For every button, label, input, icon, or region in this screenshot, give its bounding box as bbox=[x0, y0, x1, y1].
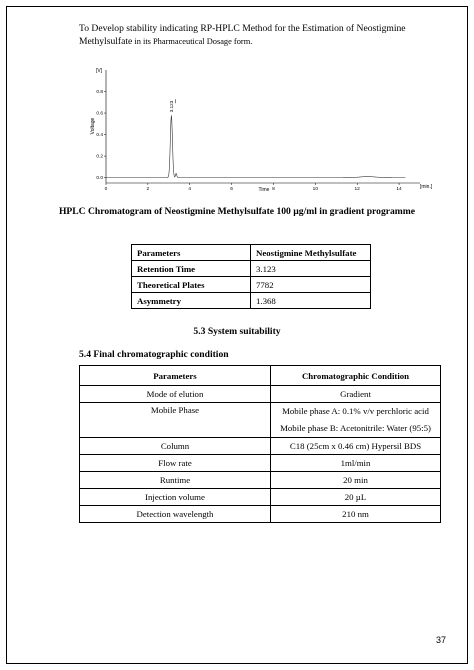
condition-value: C18 (25cm x 0.46 cm) Hypersil BDS bbox=[271, 438, 441, 455]
mobile-phase-b: Mobile phase B: Acetonitrile: Water (95:5) bbox=[280, 423, 431, 433]
header-cell: Chromatographic Condition bbox=[271, 366, 441, 386]
condition-name: Mode of elution bbox=[80, 386, 271, 403]
y-unit-label: [V] bbox=[96, 68, 103, 74]
param-value: 7782 bbox=[251, 277, 371, 293]
table-row bbox=[80, 472, 441, 489]
parameters-table bbox=[131, 244, 371, 309]
y-tick-label: 0.2 bbox=[96, 154, 103, 160]
x-tick-label: 12 bbox=[354, 187, 360, 192]
table-row bbox=[132, 293, 371, 309]
condition-value: 210 nm bbox=[271, 506, 441, 523]
chromatogram-trace bbox=[106, 115, 405, 177]
y-axis-title: Voltage bbox=[90, 117, 96, 135]
condition-value: 20 min bbox=[271, 472, 441, 489]
x-axis-title: Time bbox=[258, 187, 270, 193]
param-name: Retention Time bbox=[132, 261, 251, 277]
y-tick-label: 0.0 bbox=[96, 176, 103, 182]
table-header-row bbox=[80, 366, 441, 386]
section-heading-system-suitability: 5.3 System suitability bbox=[193, 326, 281, 337]
table-row bbox=[80, 455, 441, 472]
x-tick-label: 6 bbox=[230, 187, 233, 192]
chromatogram-svg bbox=[76, 64, 438, 194]
chromatogram-chart bbox=[76, 64, 438, 194]
condition-name: Detection wavelength bbox=[80, 506, 271, 523]
x-unit-label: [min.] bbox=[420, 184, 433, 190]
table-row bbox=[80, 403, 441, 438]
condition-name: Column bbox=[80, 438, 271, 455]
table-header-row bbox=[132, 245, 371, 261]
param-name: Asymmetry bbox=[132, 293, 251, 309]
x-tick-label: 8 bbox=[272, 187, 275, 192]
chromatogram-caption: HPLC Chromatogram of Neostigmine Methylsulfate 100 µg/ml in gradient programme bbox=[58, 206, 416, 217]
mobile-phase-a: Mobile phase A: 0.1% v/v perchloric acid bbox=[282, 406, 429, 416]
y-tick-label: 0.6 bbox=[96, 111, 103, 117]
header-cell: Neostigmine Methylsulfate bbox=[251, 245, 371, 261]
param-value: 3.123 bbox=[251, 261, 371, 277]
x-tick-label: 14 bbox=[396, 187, 402, 192]
condition-name: Flow rate bbox=[80, 455, 271, 472]
param-name: Theoretical Plates bbox=[132, 277, 251, 293]
page-number: 37 bbox=[436, 635, 447, 645]
y-tick-label: 0.8 bbox=[96, 90, 103, 96]
document-header bbox=[79, 22, 439, 48]
x-tick-label: 0 bbox=[104, 187, 108, 192]
header-line-2-tail: in its Pharmaceutical Dosage form. bbox=[132, 37, 253, 46]
section-heading-final-conditions: 5.4 Final chromatographic condition bbox=[79, 349, 229, 360]
x-tick-label: 2 bbox=[146, 187, 150, 192]
condition-name: Runtime bbox=[80, 472, 271, 489]
y-tick-label: 0.4 bbox=[96, 133, 103, 139]
param-value: 1.368 bbox=[251, 293, 371, 309]
peak-label: 3.123 bbox=[168, 100, 174, 113]
table-row bbox=[132, 277, 371, 293]
table-row bbox=[80, 506, 441, 523]
condition-value: Gradient bbox=[271, 386, 441, 403]
header-line-2: Methylsulfate bbox=[79, 36, 133, 47]
table-row bbox=[80, 438, 441, 455]
table-row bbox=[132, 261, 371, 277]
x-tick-label: 10 bbox=[312, 187, 319, 192]
chromatographic-conditions-table bbox=[79, 365, 441, 523]
condition-value: 20 µL bbox=[271, 489, 441, 506]
header-cell: Parameters bbox=[132, 245, 251, 261]
x-tick-label: 4 bbox=[188, 187, 192, 192]
header-cell: Parameters bbox=[80, 366, 271, 386]
table-row bbox=[80, 386, 441, 403]
table-row bbox=[80, 489, 441, 506]
header-line-1: To Develop stability indicating RP-HPLC Method for the Estimation of Neostigmine bbox=[79, 23, 406, 34]
condition-name: Injection volume bbox=[80, 489, 271, 506]
condition-value: 1ml/min bbox=[271, 455, 441, 472]
condition-name: Mobile Phase bbox=[80, 403, 271, 438]
